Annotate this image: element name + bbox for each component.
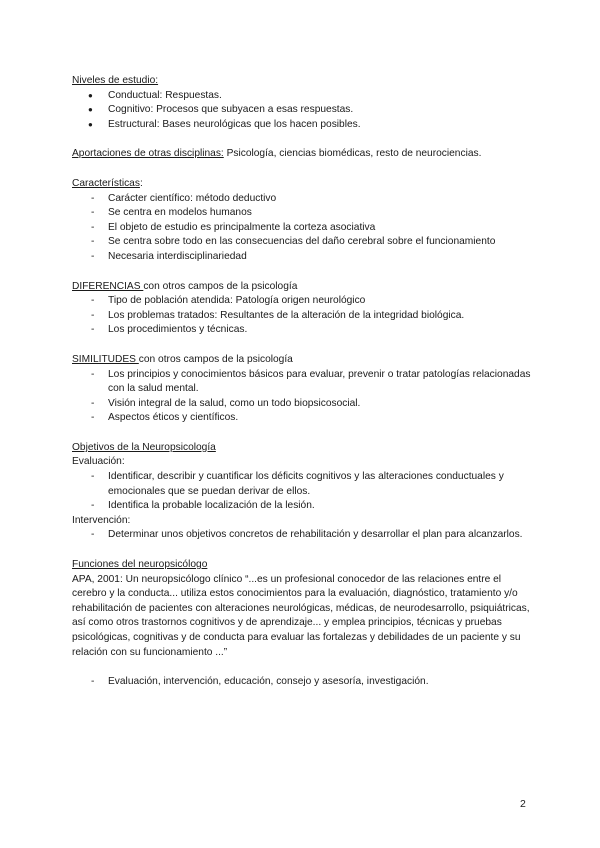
aportaciones-text: Psicología, ciencias biomédicas, resto de neurociencias.: [223, 148, 482, 160]
diferencias-heading: DIFERENCIAS: [72, 280, 144, 292]
list-item: - Identificar, describir y cuantificar los déficits cognitivos y las alteraciones conductuales y emocionales que se puedan derivar de ellos.: [72, 470, 532, 499]
list-item: - Determinar unos objetivos concretos de rehabilitación y desarrollar el plan para alcanzarlos.: [72, 528, 532, 543]
list-item: - Se centra en modelos humanos: [72, 206, 532, 221]
funciones-list: [72, 675, 532, 690]
list-item: - Visión integral de la salud, como un todo biopsicosocial.: [72, 397, 532, 412]
aportaciones-heading: Aportaciones de otras disciplinas:: [72, 148, 224, 160]
list-item: - Identifica la probable localización de la lesión.: [72, 499, 532, 514]
similitudes-heading-line: [72, 353, 532, 368]
list-item: - Tipo de población atendida: Patología origen neurológico: [72, 294, 532, 309]
list-item: - Los procedimientos y técnicas.: [72, 323, 532, 338]
caracteristicas-list: [72, 192, 532, 265]
list-item: ● Conductual: Respuestas.: [72, 89, 532, 104]
list-item: - El objeto de estudio es principalmente la corteza asociativa: [72, 221, 532, 236]
objetivos-heading: Objetivos de la Neuropsicología: [72, 441, 216, 453]
niveles-heading: Niveles de estudio:: [72, 75, 159, 86]
evaluacion-list: [72, 470, 532, 514]
list-item: ● Cognitivo: Procesos que subyacen a esas respuestas.: [72, 103, 532, 118]
similitudes-list: [72, 368, 532, 426]
niveles-list: [72, 89, 532, 133]
similitudes-text: con otros campos de la psicología: [138, 353, 293, 365]
list-item: - Los principios y conocimientos básicos para evaluar, prevenir o tratar patologías relacionadas con la salud mental.: [72, 368, 532, 397]
diferencias-text: con otros campos de la psicología: [143, 280, 298, 292]
list-item: - Necesaria interdisciplinariedad: [72, 250, 532, 265]
list-item: - Se centra sobre todo en las consecuencias del daño cerebral sobre el funcionamiento: [72, 235, 532, 250]
document-body: [72, 74, 532, 690]
list-item: - Carácter científico: método deductivo: [72, 192, 532, 207]
caracteristicas-heading: Características: [72, 177, 140, 189]
list-item: - Los problemas tratados: Resultantes de la alteración de la integridad biológica.: [72, 309, 532, 324]
diferencias-heading-line: [72, 280, 532, 295]
evaluacion-label: Evaluación:: [72, 456, 125, 468]
aportaciones-paragraph: [72, 147, 532, 162]
list-item: - Aspectos éticos y científicos.: [72, 411, 532, 426]
caracteristicas-colon: :: [139, 177, 143, 189]
intervencion-list: [72, 528, 532, 543]
funciones-heading: Funciones del neuropsicólogo: [72, 559, 208, 571]
caracteristicas-heading-line: [72, 177, 532, 192]
list-item: - Evaluación, intervención, educación, consejo y asesoría, investigación.: [72, 675, 532, 690]
list-item: ● Estructural: Bases neurológicas que los hacen posibles.: [72, 118, 532, 133]
funciones-paragraph: APA, 2001: Un neuropsicólogo clínico “...es un profesional conocedor de las relaciones entre el cerebro y la conducta... utiliza estos conocimientos para la evaluación, diagnóstico, tratamiento y/o rehabilitación de pacientes con alteraciones neurológicas, médicas, de neurodesarrollo, psiquiátricas, así como otros trastornos cognitivos y de aprendizaje... y emplea principios, técnicas y pruebas psicológicas, cognitivas y de conducta para evaluar las fortalezas y debilidades de un paciente y su relación con su funcionamiento ...”: [72, 573, 530, 658]
similitudes-heading: SIMILITUDES: [72, 353, 139, 365]
page-number: 2: [520, 798, 526, 810]
intervencion-label: Intervención:: [72, 514, 131, 526]
diferencias-list: [72, 294, 532, 338]
